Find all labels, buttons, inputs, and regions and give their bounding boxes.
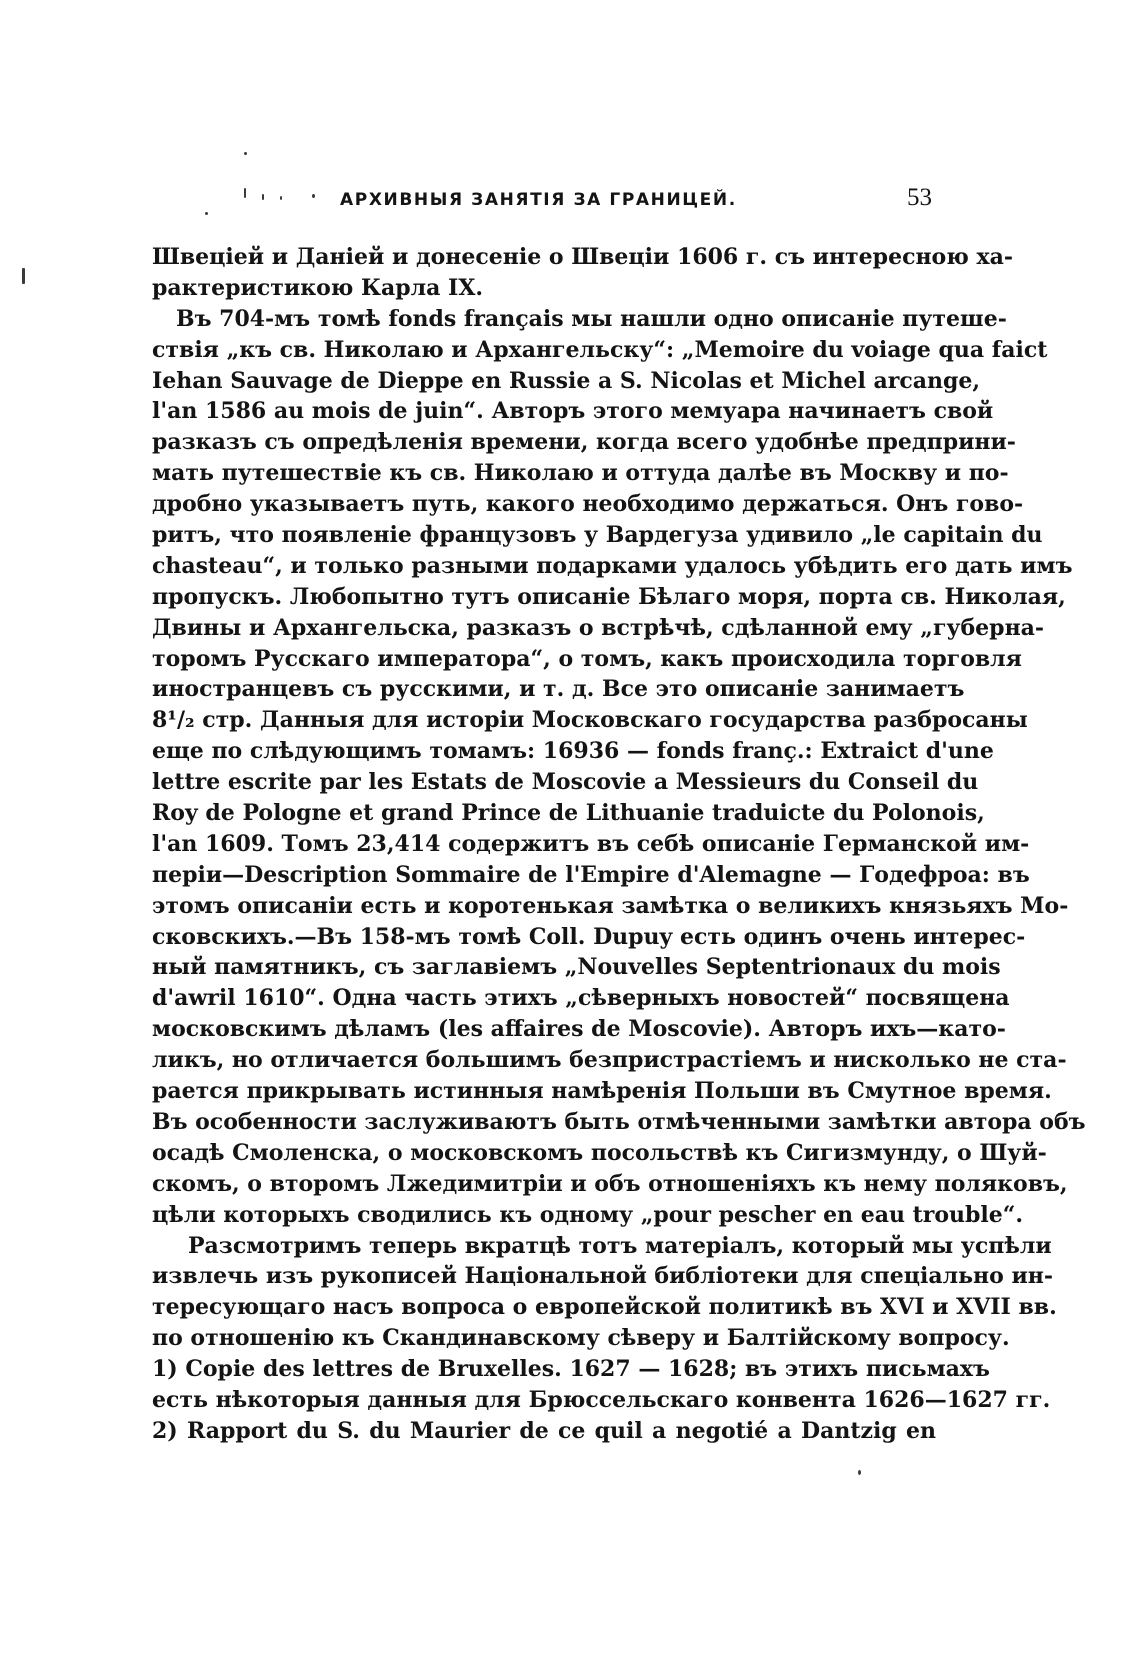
text-line: ритъ, что появленіе французовъ у Вардегуза удивило „le capitain du [152,522,1043,549]
scan-speck [280,196,282,200]
running-head [252,186,932,216]
scan-speck [244,188,246,198]
text-line: d'awril 1610“. Одна часть этихъ „сѣверныхъ новостей“ посвящена [152,985,1010,1012]
text-line: тересующаго насъ вопроса о европейской политикѣ въ XVI и XVII вв. [152,1294,1057,1321]
text-line: Въ особенности заслуживаютъ быть отмѣченными замѣтки автора объ [152,1108,1086,1135]
text-line: скомъ, о второмъ Лжедимитріи и объ отношеніяхъ къ нему поляковъ, [152,1170,1068,1197]
text-line: Roy de Pologne et grand Prince de Lithuanie traduicte du Polonois, [152,800,985,827]
text-line: есть нѣкоторыя данныя для Брюссельскаго конвента 1626—1627 гг. [152,1386,1051,1413]
text-line: ликъ, но отличается большимъ безпристрастіемъ и нисколько не ста- [152,1047,1067,1074]
scan-speck [22,268,25,284]
text-line: chasteau“, и только разными подарками удалось убѣдить его дать имъ [152,552,1073,579]
text-line: этомъ описаніи есть и коротенькая замѣтка о великихъ князьяхъ Мо- [152,892,1069,919]
page-number: 53 [907,184,932,211]
scan-speck [312,194,315,198]
text-line: извлечь изъ рукописей Національной библіотеки для спеціально ин- [152,1263,1054,1290]
text-line: пропускъ. Любопытно тутъ описаніе Бѣлаго моря, порта св. Николая, [152,583,1066,610]
text-line: рается прикрывать истинныя намѣренія Польши въ Смутное время. [152,1078,1052,1105]
text-line: 2) Rapport du S. du Maurier de ce quil a negotié a Dantzig en [152,1417,936,1444]
scan-speck [205,212,208,215]
text-line: Разсмотримъ теперь вкратцѣ тотъ матеріалъ, который мы успѣли [188,1232,1052,1259]
text-line: 8¹/₂ стр. Данныя для исторіи Московскаго государства разбросаны [152,707,1028,734]
text-line: 1) Copie des lettres de Bruxelles. 1627 — 1628; въ этихъ письмахъ [152,1356,990,1383]
text-body [152,242,1086,1447]
text-line: дробно указываетъ путь, какого необходимо держаться. Онъ гово- [152,491,1024,518]
text-line: сковскихъ.—Въ 158-мъ томѣ Coll. Dupuy есть одинъ очень интерес- [152,923,1026,950]
text-line: цѣли которыхъ сводились къ одному „pour pescher en eau trouble“. [152,1201,1024,1228]
text-line: періи—Description Sommaire de l'Empire d'Alemagne — Годефроа: въ [152,861,1030,888]
text-line: l'an 1609. Томъ 23,414 содержитъ въ себѣ описаніе Германской им- [152,830,1030,857]
text-line: иностранцевъ съ русскими, и т. д. Все это описаніе занимаетъ [152,676,965,703]
text-line: мать путешествіе къ св. Николаю и оттуда далѣе въ Москву и по- [152,460,1009,487]
text-line: Iehan Sauvage de Dieppe en Russie a S. Nicolas et Michel arcange, [152,367,981,394]
text-line: lettre escrite par les Estats de Moscovie a Messieurs du Conseil du [152,769,979,796]
text-line: московскимъ дѣламъ (les affaires de Moscovie). Авторъ ихъ—като- [152,1016,1006,1043]
text-line: l'an 1586 au mois de juin“. Авторъ этого мемуара начинаетъ свой [152,398,994,425]
text-line: еще по слѣдующимъ томамъ: 16936 — fonds franç.: Extraict d'une [152,738,994,765]
scan-speck [262,194,264,200]
running-title: АРХИВНЫЯ ЗАНЯТIЯ ЗА ГРАНИЦЕЙ. [340,190,737,210]
text-line: по отношенію къ Скандинавскому сѣверу и Балтійскому вопросу. [152,1325,1010,1352]
text-line: Двины и Архангельска, разказъ о встрѣчѣ, сдѣланной ему „губерна- [152,614,1045,641]
text-line: осадѣ Смоленска, о московскомъ посольствѣ къ Сигизмунду, о Шуй- [152,1139,1047,1166]
scan-speck [244,152,247,155]
text-line: ствія „къ св. Николаю и Архангельску“: „Memoire du voiage qua faict [152,336,1048,363]
text-line: рактеристикою Карла IX. [152,274,484,301]
text-line: разказъ съ опредѣленія времени, когда всего удобнѣе предприни- [152,429,1016,456]
scan-speck [858,1470,861,1475]
text-line: Въ 704-мъ томѣ fonds français мы нашли одно описаніе путеше- [176,305,1007,332]
text-line: Швеціей и Даніей и донесеніе о Швеціи 1606 г. съ интересною ха- [152,244,1013,270]
text-line: торомъ Русскаго императора“, о томъ, какъ происходила торговля [152,645,1022,672]
text-line: ный памятникъ, съ заглавіемъ „Nouvelles Septentrionaux du mois [152,954,1001,981]
